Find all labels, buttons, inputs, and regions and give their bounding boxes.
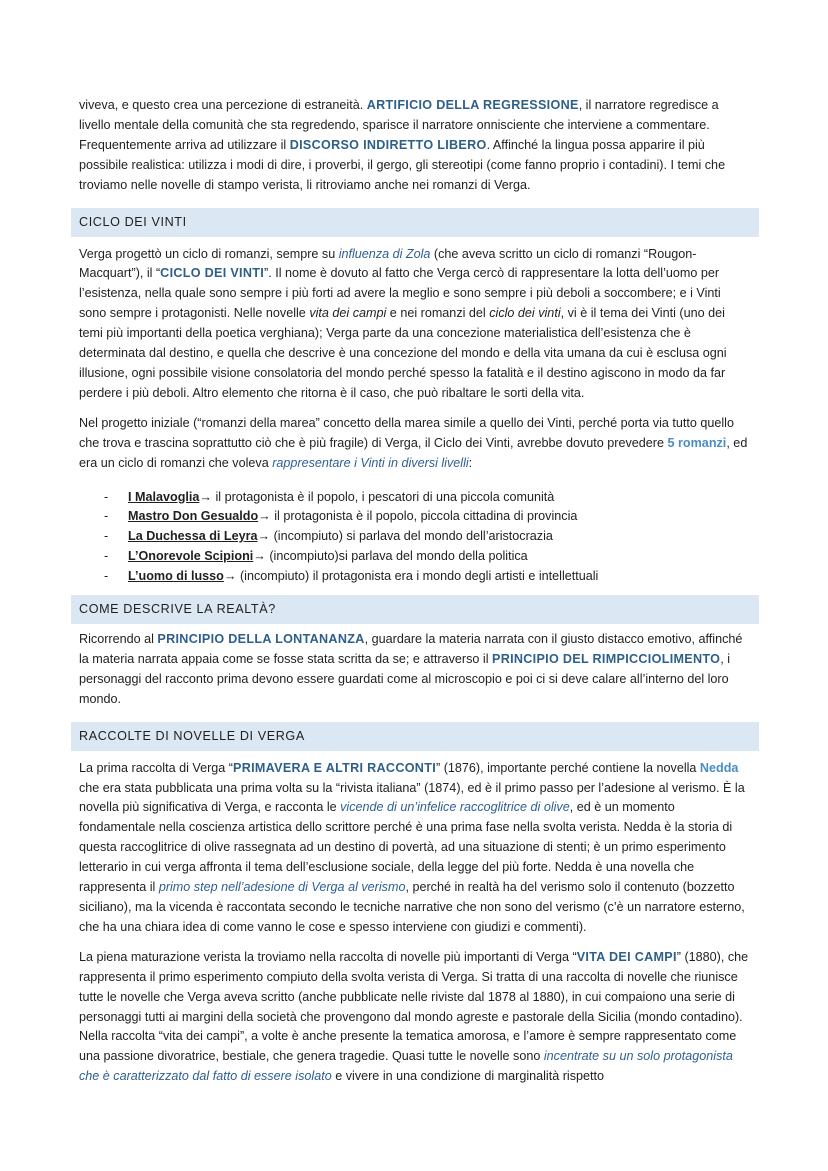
text: e nei romanzi del	[386, 306, 490, 321]
text: , vi è il tema dei Vinti (uno dei temi più importanti della poetica verghiana); Verga parte da una concezione materialistica dell’esistenza che è determinata dal destino, e quella che descrive è una concezione del mondo e della vita umana da cui è esclusa ogni illusione, ogni possibile visione consolatoria del mondo perché spesso la fatalità e il destino agiscono in modo da far perdere i più deboli. Altro elemento che ritorna è il caso, che può ribaltare le sorti della vita.	[79, 306, 727, 400]
ciclo-paragraph-2	[79, 414, 751, 474]
term-principio-lontananza: PRINCIPIO DELLA LONTANANZA	[157, 632, 365, 647]
arrow-icon: →	[253, 549, 266, 564]
text: ”. Il nome è dovuto al fatto che Verga cercò di rappresentare la lotta dell’uomo per l’esistenza, nella quale sono sempre i più forti ad avere la meglio e sono sempre i più deboli a soccombere; e i Vinti sono sempre i protagonisti. Nelle novelle	[79, 266, 721, 321]
text: Nel progetto iniziale (“romanzi della marea” concetto della marea simile a quello dei Vinti, perché porta via tutto quello che trova e trascina soprattutto ciò che è più fragile) di Verga, il Ciclo dei Vinti, avrebbe dovuto prevedere	[79, 415, 734, 450]
dash: -	[104, 549, 109, 564]
dash: -	[104, 509, 109, 524]
text: , ed è un momento fondamentale nella coscienza artistica dello scrittore perché è una prima fase nella svolta verista. Nedda è la storia di questa raccoglitrice di olive rassegnata ad un destino di povertà, ad una situazione di stenti; è un primo esperimento letterario in cui verga affronta il tema dell’esclusione sociale, della legge del più forte. Nedda è una novella che rappresenta il	[79, 800, 733, 895]
text: che era stata pubblicata una prima volta su la “rivista italiana” (1874), ed è il primo passo per l’adesione al verismo. È la novella più significativa di Verga, e racconta le	[79, 780, 745, 815]
text: ” (1876), importante perché contiene la novella	[436, 760, 700, 775]
text: , guardare la materia narrata con il giusto distacco emotivo, affinché la materia narrata appaia come se fosse stata scritta da se; e attraverso il	[79, 632, 743, 666]
novel-title: Mastro Don Gesualdo	[128, 509, 259, 524]
arrow-icon: →	[223, 569, 237, 584]
section-heading-come-descrive-la-realta: COME DESCRIVE LA REALTÀ?	[71, 595, 759, 624]
text: viveva, e questo crea una percezione di estraneità.	[79, 98, 367, 112]
section-heading-ciclo-dei-vinti: CICLO DEI VINTI	[71, 208, 759, 237]
section-heading-raccolte-di-novelle: RACCOLTE DI NOVELLE DI VERGA	[71, 722, 759, 751]
novel-description: (incompiuto)si parlava del mondo della politica	[265, 549, 528, 564]
novel-title: L’uomo di lusso	[128, 569, 224, 584]
italic-text: ciclo dei vinti	[489, 306, 561, 321]
novel-title: L’Onorevole Scipioni	[128, 549, 254, 564]
novel-description: il protagonista è il popolo, i pescatori di una piccola comunità	[211, 489, 555, 504]
novel-description: (incompiuto) il protagonista era i mondo degli artisti e intellettuali	[236, 569, 599, 584]
term-nedda: Nedda	[699, 760, 739, 775]
raccolte-paragraph-2	[79, 948, 751, 1087]
list-item	[104, 507, 751, 527]
list-item	[104, 547, 751, 567]
arrow-icon: →	[199, 489, 212, 504]
text: , perché in realtà ha del verismo solo il contenuto (bozzetto siciliano), ma la vicenda è raccontata secondo le tecniche narrative che non sono del verismo (c’è un narratore esterno, che ha una chiara idea di come vanno le cose e spesso interviene con giudizi e commenti).	[79, 880, 745, 934]
term-5-romanzi: 5 romanzi	[667, 435, 727, 450]
term-vita-dei-campi: VITA DEI CAMPI	[576, 949, 677, 964]
novel-title: I Malavoglia	[128, 489, 200, 504]
list-item	[104, 567, 751, 587]
dash: -	[104, 529, 109, 544]
term-discorso-indiretto-libero: DISCORSO INDIRETTO LIBERO	[289, 137, 487, 152]
term-artificio-regressione: ARTIFICIO DELLA REGRESSIONE	[366, 98, 579, 112]
term-principio-rimpicciolimento: PRINCIPIO DEL RIMPICCIOLIMENTO	[492, 651, 721, 666]
italic-text: primo step nell’adesione di Verga al verismo	[158, 880, 406, 895]
realta-paragraph	[79, 630, 751, 710]
novel-title: La Duchessa di Leyra	[128, 529, 258, 544]
italic-text: vita dei campi	[309, 306, 387, 321]
text: . Affinché la lingua possa apparire il più possibile realistica: utilizza i modi di dire, i proverbi, il gergo, gli stereotipi (come fanno proprio i contadini). I temi che troviamo nelle novelle di stampo verista, li ritroviamo anche nei romanzi di Verga.	[79, 137, 726, 192]
text: ” (1880), che rappresenta il primo esperimento compiuto della svolta verista di Verga. Si tratta di una raccolta di novelle che riunisce tutte le novelle che Verga aveva scritto (anche pubblicate nelle riviste dal 1878 al 1880), in cui compaiono una serie di personaggi tutti ai margini della società che provengono dal mondo agreste e pastorale della Sicilia (mondo contadino). Nella raccolta “vita dei campi”, a volte è anche presente la tematica amorosa, e l’amore è sempre rappresentato come una passione divoratrice, bestiale, che genera tragedie. Quasi tutte le novelle sono	[79, 949, 749, 1064]
italic-text: influenza di Zola	[338, 246, 431, 261]
text: Ricorrendo al	[79, 632, 158, 647]
text: La prima raccolta di Verga “	[79, 760, 233, 775]
text: (che aveva scritto un ciclo di romanzi “Rougon-Macquart”), il “	[79, 246, 697, 281]
italic-text: rappresentare i Vinti in diversi livelli	[272, 455, 469, 470]
text: , ed era un ciclo di romanzi che voleva	[79, 435, 748, 470]
text: e vivere in una condizione di marginalità rispetto	[331, 1069, 605, 1084]
list-item	[104, 527, 751, 547]
term-primavera-e-altri-racconti: PRIMAVERA E ALTRI RACCONTI	[233, 760, 436, 775]
text: La piena maturazione verista la troviamo nella raccolta di novelle più importanti di Verga “	[79, 949, 577, 964]
text: :	[468, 455, 473, 470]
arrow-icon: →	[257, 529, 271, 544]
italic-text: incentrate su un solo protagonista che è caratterizzato dal fatto di essere isolato	[79, 1049, 733, 1084]
raccolte-paragraph-1	[79, 759, 751, 938]
intro-paragraph	[79, 96, 751, 196]
text: , il narratore regredisce a livello mentale della comunità che sta regredendo, sparisce il narratore onnisciente che interviene a commentare. Frequentemente arriva ad utilizzare il	[79, 98, 719, 152]
text: Verga progettò un ciclo di romanzi, sempre su	[79, 246, 339, 261]
term-ciclo-dei-vinti: CICLO DEI VINTI	[160, 266, 265, 281]
italic-text: vicende di un’infelice raccoglitrice di olive	[340, 800, 570, 815]
dash: -	[104, 569, 109, 584]
novels-list	[79, 488, 751, 588]
ciclo-paragraph-1	[79, 245, 751, 404]
novel-description: (incompiuto) si parlava del mondo dell’aristocrazia	[270, 529, 553, 544]
dash: -	[104, 489, 109, 504]
list-item	[104, 488, 751, 508]
text: , i personaggi del racconto prima devono essere guardati come al microscopio e poi ci si deve calare all’interno del loro mondo.	[79, 651, 731, 706]
arrow-icon: →	[258, 509, 271, 524]
page-content	[79, 96, 751, 1087]
novel-description: il protagonista è il popolo, piccola cittadina di provincia	[270, 509, 578, 524]
